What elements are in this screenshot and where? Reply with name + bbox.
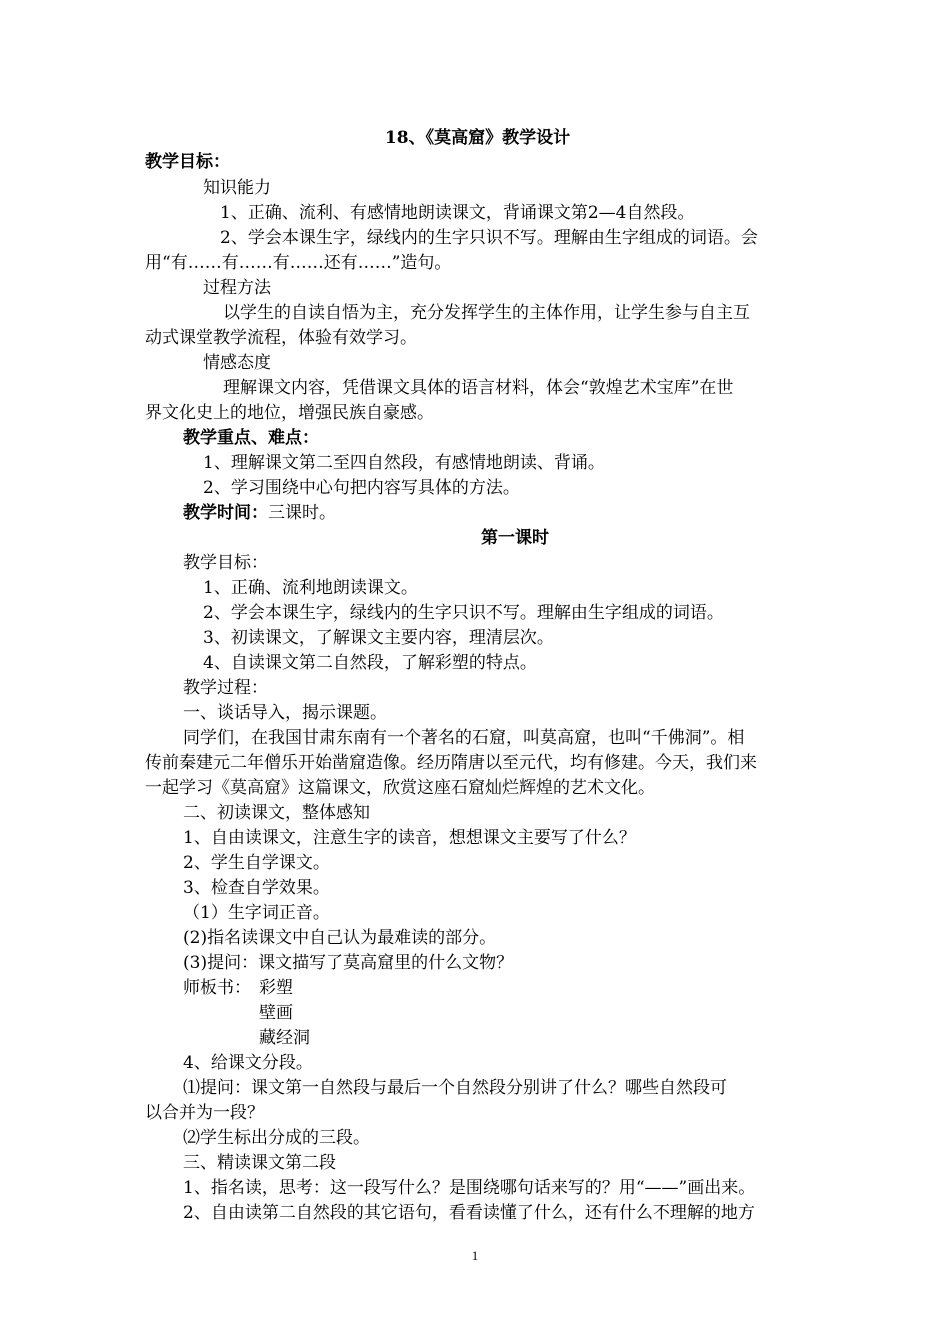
- process-paragraph-cont: 动式课堂教学流程，体验有效学习。: [145, 328, 417, 348]
- teaching-time-value: 三课时。: [268, 503, 336, 523]
- step-2-item-3c: (3)提问：课文描写了莫高窟里的什么文物？: [183, 953, 514, 973]
- knowledge-item-2: 2、学会本课生字，绿线内的生字只识不写。理解由生字组成的词语。会: [220, 228, 758, 248]
- goals-heading: 教学目标：: [145, 152, 230, 172]
- knowledge-item-1: 1、正确、流利、有感情地朗读课文，背诵课文第2—4自然段。: [220, 203, 695, 223]
- step-1-paragraph-cont-2: 一起学习《莫高窟》这篇课文，欣赏这座石窟灿烂辉煌的艺术文化。: [145, 778, 655, 798]
- lesson-goal-3: 3、初读课文，了解课文主要内容，理清层次。: [203, 628, 554, 648]
- emotion-paragraph-cont: 界文化史上的地位，增强民族自豪感。: [145, 403, 434, 423]
- board-item-2: 壁画: [259, 1003, 293, 1023]
- step-1-paragraph: 同学们，在我国甘肃东南有一个著名的石窟，叫莫高窟，也叫“千佛洞”。相: [183, 728, 745, 748]
- process-paragraph: 以学生的自读自悟为主，充分发挥学生的主体作用，让学生参与自主互: [223, 303, 750, 323]
- step-2-item-3b: (2)指名读课文中自己认为最难读的部分。: [183, 928, 497, 948]
- step-2-item-3: 3、检查自学效果。: [183, 878, 330, 898]
- step-1-paragraph-cont-1: 传前秦建元二年僧乐开始凿窟造像。经历隋唐以至元代，均有修建。今天，我们来: [145, 753, 757, 773]
- key-point-2: 2、学习围绕中心句把内容写具体的方法。: [203, 478, 520, 498]
- step-2-item-3a: （1）生字词正音。: [183, 903, 330, 923]
- lesson-goal-1: 1、正确、流利地朗读课文。: [203, 578, 418, 598]
- knowledge-heading: 知识能力: [203, 178, 271, 198]
- key-point-1: 1、理解课文第二至四自然段，有感情地朗读、背诵。: [203, 453, 605, 473]
- page-number: 1: [471, 1248, 479, 1263]
- lesson-1-heading: 第一课时: [481, 528, 549, 548]
- teaching-time: [183, 501, 336, 525]
- board-label: 师板书：: [183, 978, 251, 998]
- teaching-time-label: 教学时间：: [183, 503, 268, 523]
- process-steps-heading: 教学过程：: [183, 678, 268, 698]
- emotion-paragraph: 理解课文内容，凭借课文具体的语言材料，体会“敦煌艺术宝库”在世: [223, 378, 734, 398]
- emotion-heading: 情感态度: [203, 353, 271, 373]
- lesson-goals-heading: 教学目标：: [183, 553, 268, 573]
- step-2-heading: 二、初读课文，整体感知: [183, 803, 370, 823]
- step-2-item-4a: ⑴提问：课文第一自然段与最后一个自然段分别讲了什么？哪些自然段可: [183, 1078, 727, 1098]
- step-2-item-2: 2、学生自学课文。: [183, 853, 330, 873]
- board-item-3: 藏经洞: [259, 1028, 310, 1048]
- step-3-item-2: 2、自由读第二自然段的其它语句，看看读懂了什么，还有什么不理解的地方: [183, 1203, 755, 1223]
- step-2-item-4b: ⑵学生标出分成的三段。: [183, 1128, 370, 1148]
- lesson-goal-2: 2、学会本课生字，绿线内的生字只识不写。理解由生字组成的词语。: [203, 603, 724, 623]
- knowledge-item-2-cont: 用“有……有……有……还有……”造句。: [145, 253, 452, 273]
- step-2-item-4: 4、给课文分段。: [183, 1053, 313, 1073]
- key-points-heading: 教学重点、难点：: [183, 428, 319, 448]
- step-2-item-4a-cont: 以合并为一段？: [145, 1103, 264, 1123]
- document-title: 18、《莫高窟》教学设计: [384, 128, 571, 148]
- step-1-heading: 一、谈话导入，揭示课题。: [183, 703, 387, 723]
- process-heading: 过程方法: [203, 278, 271, 298]
- step-3-heading: 三、精读课文第二段: [183, 1153, 336, 1173]
- board-item-1: 彩塑: [259, 978, 293, 998]
- step-3-item-1: 1、指名读，思考：这一段写什么？是围绕哪句话来写的？用“——”画出来。: [183, 1178, 756, 1198]
- lesson-goal-4: 4、自读课文第二自然段，了解彩塑的特点。: [203, 653, 537, 673]
- step-2-item-1: 1、自由读课文，注意生字的读音，想想课文主要写了什么？: [183, 828, 636, 848]
